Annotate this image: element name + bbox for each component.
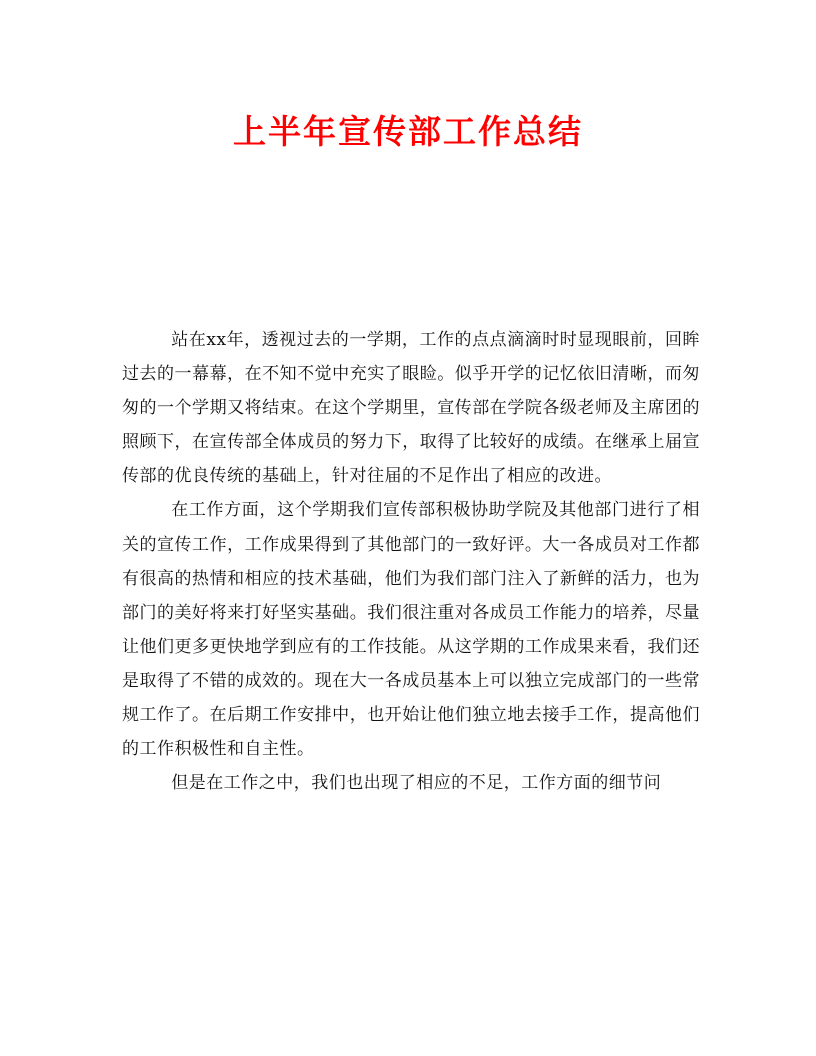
paragraph: 在工作方面，这个学期我们宣传部积极协助学院及其他部门进行了相关的宣传工作，工作成果得到了其他部门的一致好评。大一各成员对工作都有很高的热情和相应的技术基础，他们为我们部门注入了新鲜的活力，也为部门的美好将来打好坚实基础。我们很注重对各成员工作能力的培养，尽量让他们更多更快地学到应有的工作技能。从这学期的工作成果来看，我们还是取得了不错的成效的。现在大一各成员基本上可以独立完成部门的一些常规工作了。在后期工作安排中，也开始让他们独立地去接手工作，提高他们的工作积极性和自主性。 [122, 500, 700, 760]
document-body [122, 323, 700, 800]
document-title: 上半年宣传部工作总结 [233, 112, 583, 151]
paragraph: 站在xx年，透视过去的一学期，工作的点点滴滴时时显现眼前，回眸过去的一幕幕，在不知不觉中充实了眼睑。似乎开学的记忆依旧清晰，而匆匆的一个学期又将结束。在这个学期里，宣传部在学院各级老师及主席团的照顾下，在宣传部全体成员的努力下，取得了比较好的成绩。在继承上届宣传部的优良传统的基础上，针对往届的不足作出了相应的改进。 [122, 330, 700, 487]
paragraph: 但是在工作之中，我们也出现了相应的不足，工作方面的细节问 [171, 773, 662, 794]
